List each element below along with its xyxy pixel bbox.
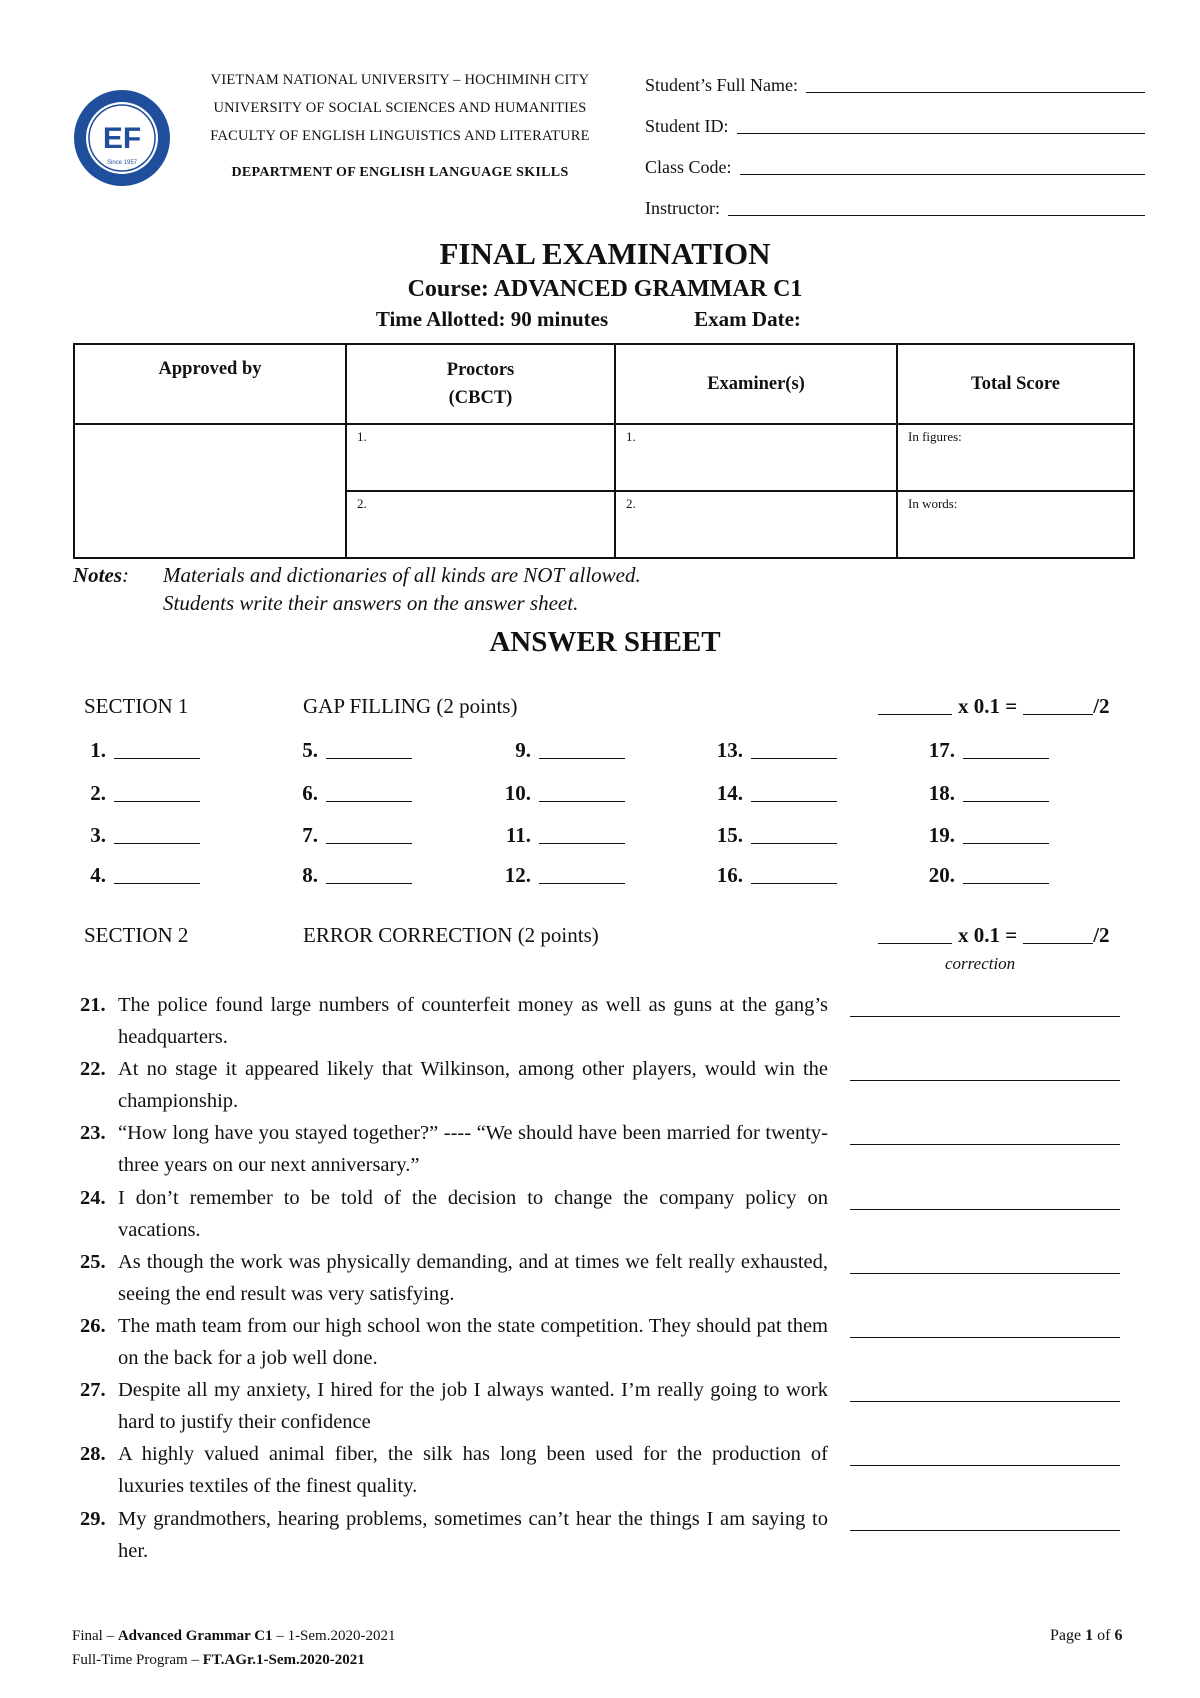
- student-id-line[interactable]: [737, 132, 1146, 134]
- gap-item-number: 12.: [504, 863, 531, 887]
- section2-label: SECTION 2: [84, 923, 189, 947]
- student-name-line[interactable]: [806, 91, 1145, 93]
- section1-total-blank[interactable]: [1023, 713, 1093, 715]
- gap-answer-blank[interactable]: [539, 757, 625, 759]
- gap-answer-blank[interactable]: [751, 842, 837, 844]
- correction-answer-line[interactable]: [850, 1079, 1120, 1081]
- question-text: “How long have you stayed together?” ---- “We should have been married for twenty-three years on our next anniversary.”: [118, 1122, 828, 1176]
- question-number: 21.: [80, 994, 106, 1016]
- gap-answer-blank[interactable]: [114, 800, 200, 802]
- gap-item-number: 6.: [302, 781, 318, 805]
- section1-label: SECTION 1: [84, 694, 189, 718]
- gap-item-number: 13.: [716, 738, 743, 762]
- question-item: [80, 1310, 828, 1374]
- gap-answer-blank[interactable]: [963, 800, 1049, 802]
- answer-sheet-title: ANSWER SHEET: [489, 626, 721, 658]
- gap-item[interactable]: [917, 781, 1049, 806]
- student-name-field[interactable]: [645, 72, 1145, 96]
- gap-item[interactable]: [493, 738, 625, 763]
- gap-item-number: 3.: [90, 823, 106, 847]
- gap-answer-blank[interactable]: [114, 882, 200, 884]
- footer-line-1: Final – Advanced Grammar C1 – 1-Sem.2020-2021: [72, 1628, 396, 1644]
- gap-item[interactable]: [280, 781, 412, 806]
- gap-answer-blank[interactable]: [326, 757, 412, 759]
- section1-multiplier: x 0.1 =: [958, 694, 1018, 718]
- gap-answer-blank[interactable]: [751, 882, 837, 884]
- question-text: At no stage it appeared likely that Wilkinson, among other players, would win the championship.: [118, 1058, 828, 1112]
- gap-item-number: 1.: [90, 738, 106, 762]
- question-item: [80, 1503, 828, 1567]
- class-code-line[interactable]: [740, 173, 1145, 175]
- correction-answer-line[interactable]: [850, 1336, 1120, 1338]
- section2-max: /2: [1093, 923, 1110, 947]
- gap-item[interactable]: [68, 863, 200, 888]
- exam-date: Exam Date:: [694, 307, 801, 331]
- proctors-header-line1: Proctors: [446, 360, 515, 380]
- question-item: [80, 1374, 828, 1438]
- department-name: DEPARTMENT OF ENGLISH LANGUAGE SKILLS: [231, 165, 569, 180]
- gap-item-number: 20.: [928, 863, 955, 887]
- gap-item[interactable]: [493, 781, 625, 806]
- page-number: Page 1 of 6: [1050, 1627, 1123, 1644]
- question-text: The police found large numbers of counterfeit money as well as guns at the gang’s headquarters.: [118, 994, 828, 1048]
- gap-item-number: 15.: [716, 823, 743, 847]
- approval-table: [73, 343, 1135, 559]
- correction-answer-line[interactable]: [850, 1015, 1120, 1017]
- correction-answer-line[interactable]: [850, 1464, 1120, 1466]
- gap-answer-blank[interactable]: [114, 757, 200, 759]
- notes-line-1: Materials and dictionaries of all kinds are NOT allowed.: [163, 563, 641, 587]
- gap-item-number: 9.: [515, 738, 531, 762]
- gap-item-number: 10.: [504, 781, 531, 805]
- approved-by-header: Approved by: [74, 344, 346, 424]
- section1-name: GAP FILLING: [303, 694, 432, 718]
- proctor-2-cell[interactable]: 2.: [346, 491, 615, 558]
- question-item: [80, 1438, 828, 1502]
- gap-item[interactable]: [705, 823, 837, 848]
- gap-item[interactable]: [68, 781, 200, 806]
- question-number: 29.: [80, 1508, 106, 1530]
- gap-item-number: 19.: [928, 823, 955, 847]
- question-number: 28.: [80, 1443, 106, 1465]
- correction-answer-line[interactable]: [850, 1143, 1120, 1145]
- gap-item[interactable]: [493, 863, 625, 888]
- proctor-1-cell[interactable]: 1.: [346, 424, 615, 491]
- gap-item[interactable]: [917, 863, 1049, 888]
- correction-label: correction: [945, 954, 1016, 973]
- question-number: 23.: [80, 1122, 106, 1144]
- correction-answer-line[interactable]: [850, 1272, 1120, 1274]
- question-number: 27.: [80, 1379, 106, 1401]
- gap-item-number: 7.: [302, 823, 318, 847]
- section2-count-blank[interactable]: [878, 942, 952, 944]
- examiner-1-cell[interactable]: 1.: [615, 424, 897, 491]
- section2-score[interactable]: [878, 923, 1128, 948]
- student-id-field[interactable]: [645, 113, 1145, 137]
- section2-total-blank[interactable]: [1023, 942, 1093, 944]
- section2-multiplier: x 0.1 =: [958, 923, 1018, 947]
- section1-max: /2: [1093, 694, 1110, 718]
- gap-item-number: 4.: [90, 863, 106, 887]
- gap-item-number: 11.: [505, 823, 531, 847]
- question-item: [80, 1182, 828, 1246]
- score-figures-cell[interactable]: In figures:: [897, 424, 1134, 491]
- question-text: Despite all my anxiety, I hired for the job I always wanted. I’m really going to work hard to justify their confidence: [118, 1379, 828, 1433]
- approved-by-cell[interactable]: [74, 424, 346, 558]
- instructor-line[interactable]: [728, 214, 1145, 216]
- question-number: 25.: [80, 1251, 106, 1273]
- gap-answer-blank[interactable]: [114, 842, 200, 844]
- gap-answer-blank[interactable]: [751, 757, 837, 759]
- gap-item-number: 18.: [928, 781, 955, 805]
- gap-answer-blank[interactable]: [963, 882, 1049, 884]
- section1-points: (2 points): [436, 694, 518, 718]
- class-code-field[interactable]: [645, 154, 1145, 178]
- notes: [73, 561, 641, 617]
- gap-item-number: 16.: [716, 863, 743, 887]
- notes-label: Notes:: [73, 563, 129, 587]
- section1-score[interactable]: [878, 694, 1128, 719]
- question-item: [80, 989, 828, 1053]
- gap-item[interactable]: [917, 738, 1049, 763]
- gap-item-number: 17.: [928, 738, 955, 762]
- class-code-label: Class Code:: [645, 157, 732, 177]
- faculty-logo: [72, 88, 172, 188]
- question-text: I don’t remember to be told of the decision to change the company policy on vacations.: [118, 1187, 828, 1241]
- section2-title: [303, 923, 599, 948]
- logo-since: Since 1957: [106, 160, 138, 166]
- university-line-1: VIETNAM NATIONAL UNIVERSITY – HOCHIMINH CITY: [210, 72, 590, 88]
- proctors-header-line2: (CBCT): [448, 388, 513, 408]
- examiner-2-cell[interactable]: 2.: [615, 491, 897, 558]
- examiners-header: Examiner(s): [615, 344, 897, 424]
- gap-answer-blank[interactable]: [326, 800, 412, 802]
- gap-item-number: 14.: [716, 781, 743, 805]
- instructor-label: Instructor:: [645, 198, 720, 218]
- question-text: The math team from our high school won the state competition. They should pat them on the back for a job well done.: [118, 1315, 828, 1369]
- student-id-label: Student ID:: [645, 116, 729, 136]
- question-number: 24.: [80, 1187, 106, 1209]
- instructor-field[interactable]: [645, 195, 1145, 219]
- course-title: Course: ADVANCED GRAMMAR C1: [407, 276, 803, 302]
- gap-item[interactable]: [280, 823, 412, 848]
- gap-item[interactable]: [493, 823, 625, 848]
- section2-points: (2 points): [517, 923, 599, 947]
- total-score-header: Total Score: [897, 344, 1134, 424]
- gap-item[interactable]: [280, 863, 412, 888]
- gap-item-number: 5.: [302, 738, 318, 762]
- proctors-header: [346, 344, 615, 424]
- gap-answer-blank[interactable]: [539, 882, 625, 884]
- question-text: My grandmothers, hearing problems, sometimes can’t hear the things I am saying to her.: [118, 1508, 828, 1562]
- question-text: A highly valued animal fiber, the silk has long been used for the production of luxuries textiles of the finest quality.: [118, 1443, 828, 1497]
- gap-answer-blank[interactable]: [539, 800, 625, 802]
- gap-answer-blank[interactable]: [326, 842, 412, 844]
- correction-answer-line[interactable]: [850, 1529, 1120, 1531]
- section1-count-blank[interactable]: [878, 713, 952, 715]
- question-text: As though the work was physically demanding, and at times we felt really exhausted, seeing the end result was very satisfying.: [118, 1251, 828, 1305]
- notes-line-2: Students write their answers on the answer sheet.: [163, 591, 579, 615]
- question-item: [80, 1053, 828, 1117]
- gap-item[interactable]: [705, 781, 837, 806]
- gap-answer-blank[interactable]: [963, 757, 1049, 759]
- question-number: 26.: [80, 1315, 106, 1337]
- question-number: 22.: [80, 1058, 106, 1080]
- gap-item[interactable]: [917, 823, 1049, 848]
- university-line-3: FACULTY OF ENGLISH LINGUISTICS AND LITERATURE: [210, 128, 590, 144]
- gap-item[interactable]: [68, 823, 200, 848]
- gap-answer-blank[interactable]: [539, 842, 625, 844]
- gap-item[interactable]: [705, 863, 837, 888]
- section1-title: [303, 694, 517, 719]
- gap-item[interactable]: [705, 738, 837, 763]
- gap-answer-blank[interactable]: [963, 842, 1049, 844]
- gap-item-number: 8.: [302, 863, 318, 887]
- question-item: [80, 1117, 828, 1181]
- question-item: [80, 1246, 828, 1310]
- university-line-2: UNIVERSITY OF SOCIAL SCIENCES AND HUMANITIES: [213, 100, 587, 116]
- gap-item[interactable]: [280, 738, 412, 763]
- footer-line-2: Full-Time Program – FT.AGr.1-Sem.2020-2021: [72, 1652, 365, 1668]
- correction-answer-line[interactable]: [850, 1208, 1120, 1210]
- exam-meta: [0, 307, 1200, 332]
- gap-answer-blank[interactable]: [751, 800, 837, 802]
- time-allotted: Time Allotted: 90 minutes: [375, 307, 609, 331]
- gap-item[interactable]: [68, 738, 200, 763]
- gap-item-number: 2.: [90, 781, 106, 805]
- gap-answer-blank[interactable]: [326, 882, 412, 884]
- score-words-cell[interactable]: In words:: [897, 491, 1134, 558]
- section2-name: ERROR CORRECTION: [303, 923, 513, 947]
- logo-text: EF: [102, 122, 142, 155]
- correction-answer-line[interactable]: [850, 1400, 1120, 1402]
- exam-title: FINAL EXAMINATION: [439, 236, 771, 271]
- student-name-label: Student’s Full Name:: [645, 75, 798, 95]
